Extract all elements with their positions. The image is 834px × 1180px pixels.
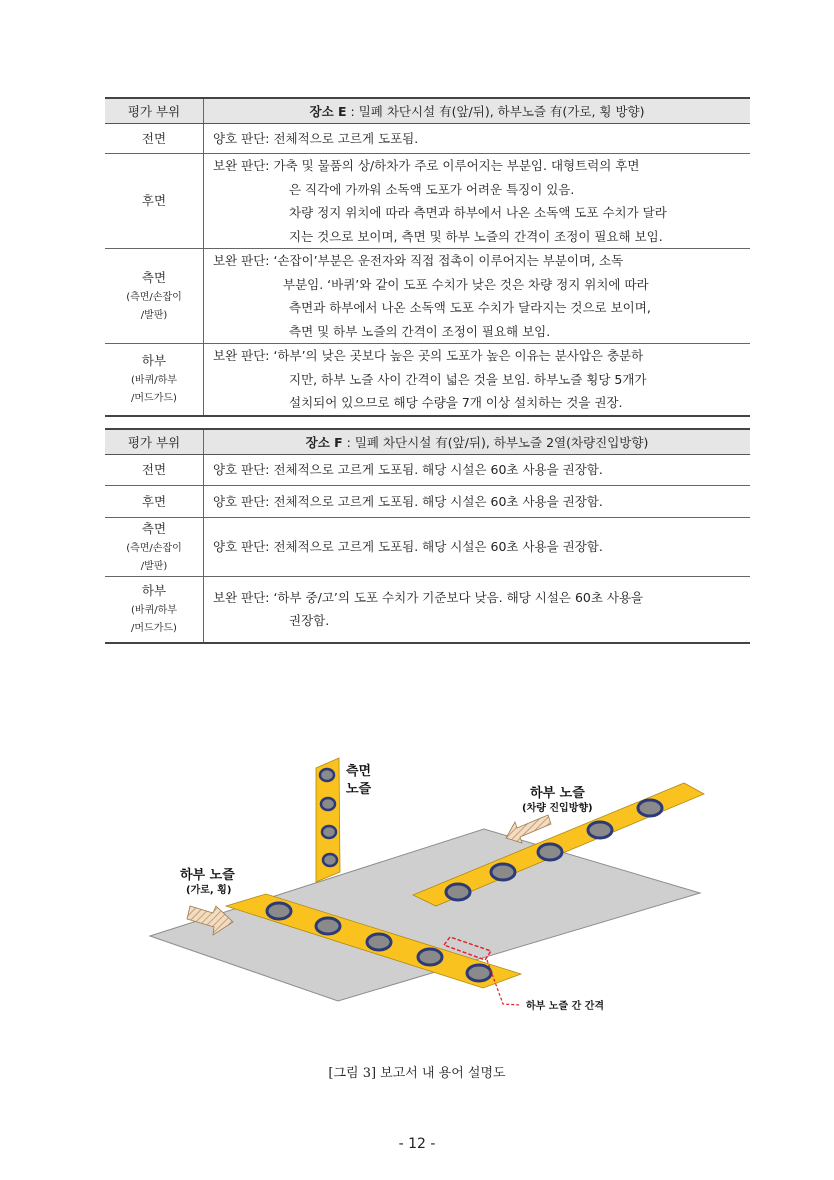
row-text: 차량 정지 위치에 따라 측면과 하부에서 나온 소독액 도포 수치가 달라 xyxy=(289,205,667,220)
row-part-sub: /발판) xyxy=(140,310,168,321)
row-text: 권장함. xyxy=(289,613,330,629)
row-text: 은 직각에 가까워 소독액 도포가 어려운 특징이 있음. xyxy=(289,181,575,197)
row-part: 전면 xyxy=(141,130,167,146)
row-part-sub: (측면/손잡이 xyxy=(126,292,182,303)
header-part: 평가 부위 xyxy=(105,429,204,455)
row-part: 전면 xyxy=(141,462,167,477)
row-text: 측면 및 하부 노즐의 간격이 조정이 필요해 보임. xyxy=(289,323,551,339)
row-text: 설치되어 있으므로 해당 수량을 7개 이상 설치하는 것을 권장. xyxy=(289,395,623,410)
location-desc: : 밀폐 차단시설 有(앞/뒤), 하부노즐 有(가로, 횡 방향) xyxy=(346,104,645,119)
row-part-sub: (바퀴/하부 xyxy=(131,605,177,617)
entry-label: 하부 노즐 xyxy=(530,786,585,801)
side-label-1: 측면 xyxy=(346,764,372,779)
header-part: 평가 부위 xyxy=(105,98,204,124)
row-part: 하부 xyxy=(141,353,167,369)
horizontal-label-sub: (가로, 횡) xyxy=(186,885,232,896)
row-part-sub: (측면/손잡이 xyxy=(126,543,182,554)
row-text: 지만, 하부 노즐 사이 간격이 넓은 것을 보임. 하부노즐 횡당 5개가 xyxy=(289,371,647,387)
row-text: 지는 것으로 보이며, 측면 및 하부 노즐의 간격이 조정이 필요해 보임. xyxy=(289,228,663,244)
gap-label: 하부 노즐 간 간격 xyxy=(526,1001,605,1012)
floor-platform xyxy=(150,829,700,1001)
row-part: 측면 xyxy=(141,270,167,285)
horizontal-label: 하부 노즐 xyxy=(180,868,235,883)
page-number: - 12 - xyxy=(398,1136,436,1152)
row-text: 보완 판단: 가축 및 물품의 상/하차가 주로 이루어지는 부분임. 대형트럭의 후면 xyxy=(213,158,640,173)
row-part: 측면 xyxy=(141,521,167,536)
side-label-2: 노즐 xyxy=(346,782,372,797)
row-part-sub: /머드가드) xyxy=(131,623,177,635)
row-part: 후면 xyxy=(141,493,167,509)
row-part: 후면 xyxy=(141,193,167,208)
figure-caption: [그림 3] 보고서 내 용어 설명도 xyxy=(328,1066,506,1081)
row-text: 양호 판단: 전체적으로 고르게 도포됨. 해당 시설은 60초 사용을 권장함. xyxy=(213,462,603,478)
row-part: 하부 xyxy=(141,583,167,599)
row-text: 보완 판단: ‘하부 중/고’의 도포 수치가 기준보다 낮음. 해당 시설은 60초 사용을 xyxy=(213,589,644,605)
location-desc: : 밀폐 차단시설 有(앞/뒤), 하부노즐 2열(차량진입방향) xyxy=(342,435,649,450)
row-part-sub: /발판) xyxy=(140,561,168,572)
row-text: 측면과 하부에서 나온 소독액 도포 수치가 달라지는 것으로 보이며, xyxy=(289,300,651,315)
row-text: 부분임. ‘바퀴’와 같이 도포 수치가 낮은 것은 차량 정지 위치에 따라 xyxy=(283,276,649,292)
row-text: 보완 판단: ‘손잡이’부분은 운전자와 직접 접촉이 이루어지는 부분이며, 소독 xyxy=(213,253,624,268)
row-text: 양호 판단: 전체적으로 고르게 도포됨. 해당 시설은 60초 사용을 권장함. xyxy=(213,539,603,555)
entry-label-sub: (차량 진입방향) xyxy=(522,803,593,814)
row-text: 보완 판단: ‘하부’의 낮은 곳보다 높은 곳의 도포가 높은 이유는 분사압은 충분하 xyxy=(213,348,644,363)
location-label: 장소 E xyxy=(309,104,347,119)
row-text: 양호 판단: 전체적으로 고르게 도포됨. xyxy=(213,130,419,146)
location-label: 장소 F xyxy=(305,435,343,450)
row-text: 양호 판단: 전체적으로 고르게 도포됨. 해당 시설은 60초 사용을 권장함. xyxy=(213,493,603,509)
row-part-sub: (바퀴/하부 xyxy=(131,375,177,387)
entry-direction-arrow xyxy=(506,815,551,843)
row-part-sub: /머드가드) xyxy=(131,393,177,405)
